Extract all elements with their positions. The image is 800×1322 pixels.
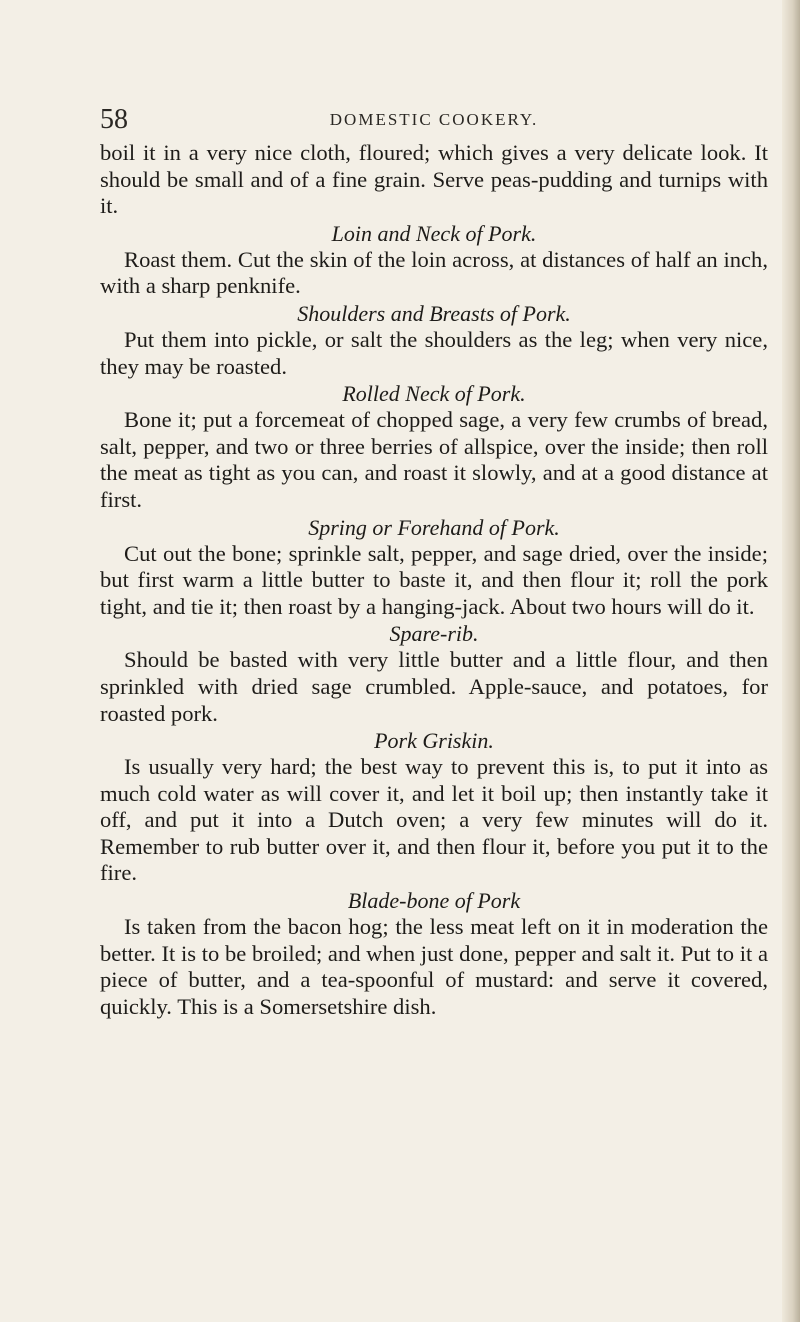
- book-page: [100, 92, 768, 1020]
- page-edge-shadow: [782, 0, 800, 1322]
- paragraph-shoulders-and-breasts: Put them into pickle, or salt the shoulders as the leg; when very nice, they may be roasted.: [100, 326, 768, 379]
- paragraph-pork-griskin: Is usually very hard; the best way to prevent this is, to put it into as much cold water as will cover it, and let it boil up; then instantly take it off, and put it into a Dutch oven; a very few minutes will do it. Remember to rub butter over it, and then flour it, before you put it to the fire.: [100, 754, 768, 886]
- heading-pork-griskin: Pork Griskin.: [374, 728, 494, 754]
- heading-spare-rib: Spare-rib.: [389, 621, 479, 647]
- heading-loin-and-neck: Loin and Neck of Pork.: [331, 220, 537, 246]
- paragraph-rolled-neck: Bone it; put a forcemeat of chopped sage, a very few crumbs of bread, salt, pepper, and two or three berries of allspice, over the inside; then roll the meat as tight as you can, and roast it slowly, and at a good distance at first.: [100, 407, 768, 512]
- paragraph-intro: boil it in a very nice cloth, floured; which gives a very delicate look. It should be small and of a fine grain. Serve peas-pudding and turnips with it.: [100, 140, 768, 219]
- page-number: 58: [100, 104, 128, 135]
- heading-shoulders-and-breasts: Shoulders and Breasts of Pork.: [297, 300, 571, 326]
- paragraph-blade-bone: Is taken from the bacon hog; the less meat left on it in moderation the better. It is to be broiled; and when just done, pepper and salt it. Put to it a piece of butter, and a tea-spoonful of mustard: and serve it covered, quickly. This is a Somersetshire dish.: [100, 914, 768, 1019]
- page-header: [100, 92, 768, 135]
- running-head: DOMESTIC COOKERY.: [329, 110, 539, 129]
- paragraph-spring-or-forehand: Cut out the bone; sprinkle salt, pepper, and sage dried, over the inside; but first warm a little butter to baste it, and then flour it; roll the pork tight, and tie it; then roast by a hanging-jack. About two hours will do it.: [100, 540, 768, 619]
- heading-blade-bone: Blade-bone of Pork: [347, 888, 521, 914]
- paragraph-loin-and-neck: Roast them. Cut the skin of the loin across, at distances of half an inch, with a sharp penknife.: [100, 246, 768, 299]
- heading-spring-or-forehand: Spring or Forehand of Pork.: [308, 514, 560, 540]
- heading-rolled-neck: Rolled Neck of Pork.: [342, 381, 526, 407]
- body-text: [100, 140, 768, 1020]
- paragraph-spare-rib: Should be basted with very little butter and a little flour, and then sprinkled with dried sage crumbled. Apple-sauce, and potatoes, for roasted pork.: [100, 647, 768, 726]
